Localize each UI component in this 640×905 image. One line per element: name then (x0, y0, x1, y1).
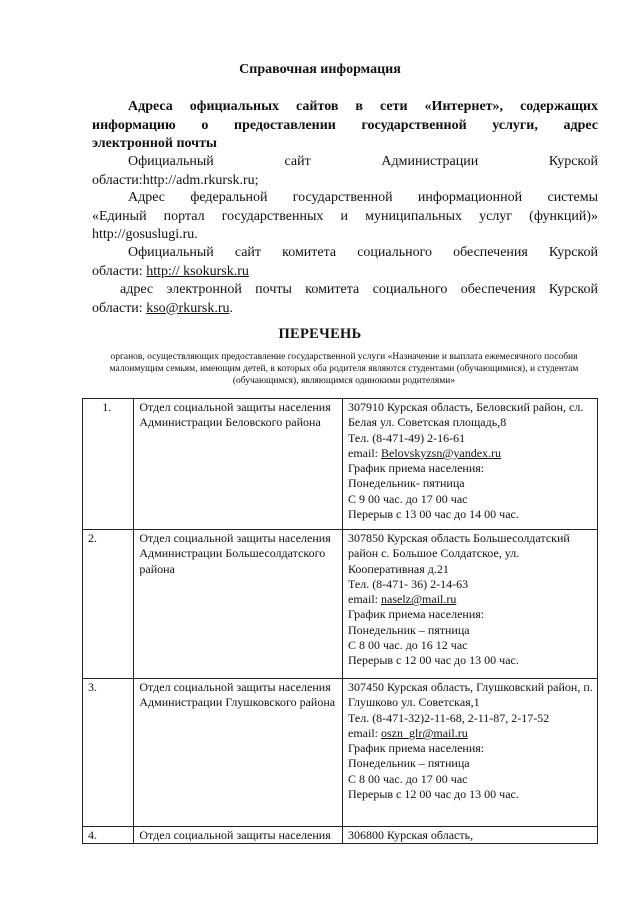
committee-email-line-2 (92, 300, 598, 319)
contact-info (343, 530, 598, 679)
schedule-break: Перерыв с 12 00 час до 13 00 час. (348, 787, 519, 802)
committee-site-line-1: Официальный сайт комитета социального обеспечения Курской (128, 245, 598, 260)
schedule-days: Понедельник – пятница (348, 622, 470, 637)
email-label: email: (348, 445, 381, 460)
address: 307450 Курская область, Глушковский район, п. Глушково ул. Советская,1 (348, 680, 593, 710)
row-number: 4. (83, 827, 134, 844)
schedule-hours: С 9 00 час. до 17 00 час (348, 491, 468, 506)
address: 307850 Курская область Большесолдатский район с. Большое Солдатское, ул. Кооперативная д.21 (348, 531, 570, 576)
organization-name: Отдел социальной защиты населения Администрации Беловского района (134, 399, 343, 530)
committee-email-paragraph (92, 281, 598, 318)
committee-email-line-1: адрес электронной почты комитета социального обеспечения Курской (120, 282, 598, 297)
page-title: Справочная информация (239, 62, 401, 77)
sites-heading (92, 98, 598, 154)
address: 307910 Курская область, Беловский район, сл. Белая ул. Советская площадь,8 (348, 400, 584, 430)
table-row (83, 827, 598, 844)
row-number: 1. (83, 399, 134, 530)
email-link[interactable]: oszn_glr@mail.ru (381, 725, 468, 740)
contact-info (343, 399, 598, 530)
schedule-days: Понедельник – пятница (348, 756, 470, 771)
list-title: ПЕРЕЧЕНЬ (278, 326, 362, 342)
committee-site-prefix: области: (92, 263, 147, 279)
schedule-break: Перерыв с 12 00 час до 13 00 час. (348, 653, 519, 668)
table-row (83, 679, 598, 827)
email-label: email: (348, 592, 381, 607)
gosuslugi-line-2: «Единый портал государственных и муниципальных услуг (функций)» (92, 208, 598, 224)
gosuslugi-line-3: http://gosuslugi.ru. (92, 227, 198, 242)
email-label: email: (348, 725, 381, 740)
schedule-days: Понедельник- пятница (348, 476, 465, 491)
gosuslugi-line-1: Адрес федеральной государственной информационной системы (128, 190, 598, 205)
address: 306800 Курская область, (348, 828, 474, 842)
contact-info (343, 679, 598, 827)
list-subtitle: органов, осуществляющих предоставление государственной услуги «Назначение и выплата ежемесячного пособия малоимущим семьям, имеющим детей, в которых оба родителя являются студентами (обучающимися), и студентам (обучающимся), являющимся одинокими родителями» (109, 352, 579, 386)
schedule-title: График приема населения: (348, 461, 485, 476)
row-number: 2. (83, 530, 134, 679)
committee-email-suffix: . (229, 300, 233, 316)
organization-name: Отдел социальной защиты населения (134, 827, 343, 844)
schedule-hours: С 8 00 час. до 17 00 час (348, 771, 468, 786)
organization-name: Отдел социальной защиты населения Администрации Большесолдатского района (134, 530, 343, 679)
sites-heading-line-1: Адреса официальных сайтов в сети «Интернет», содержащих (128, 99, 598, 114)
sites-heading-line-2: информацию о предоставлении государственной услуги, адрес (92, 117, 598, 133)
row-number: 3. (83, 679, 134, 827)
committee-email-prefix: области: (92, 300, 147, 316)
organization-name: Отдел социальной защиты населения Администрации Глушковского района (134, 679, 343, 827)
admin-site-line-1: Официальный сайт Администрации Курской (128, 154, 598, 169)
committee-email-link[interactable]: kso@rkursk.ru (146, 300, 230, 316)
committee-site-link[interactable]: http:// ksokursk.ru (146, 263, 249, 279)
organizations-table (82, 398, 598, 844)
schedule-break: Перерыв с 13 00 час до 14 00 час. (348, 507, 519, 522)
table-row (83, 530, 598, 679)
schedule-title: График приема населения: (348, 607, 485, 622)
phone: Тел. (8-471-49) 2-16-61 (348, 430, 466, 445)
schedule-hours: С 8 00 час. до 16 12 час (348, 638, 468, 653)
admin-site-line-2: области:http://adm.rkursk.ru; (92, 172, 259, 188)
email-line (348, 446, 594, 461)
email-line (348, 726, 594, 741)
committee-site-line-2 (92, 263, 598, 282)
sites-heading-line-3: электронной почты (92, 136, 217, 151)
phone: Тел. (8-471- 36) 2-14-63 (348, 576, 469, 591)
phone: Тел. (8-471-32)2-11-68, 2-11-87, 2-17-52 (348, 710, 550, 725)
contact-info (343, 827, 598, 844)
email-link[interactable]: naselz@mail.ru (381, 592, 457, 607)
email-link[interactable]: Belovskyzsn@yandex.ru (381, 445, 502, 460)
admin-site-paragraph (92, 153, 598, 190)
committee-site-paragraph (92, 244, 598, 281)
table-row (83, 399, 598, 530)
schedule-title: График приема населения: (348, 741, 485, 756)
gosuslugi-paragraph (92, 189, 598, 245)
email-line (348, 592, 594, 607)
